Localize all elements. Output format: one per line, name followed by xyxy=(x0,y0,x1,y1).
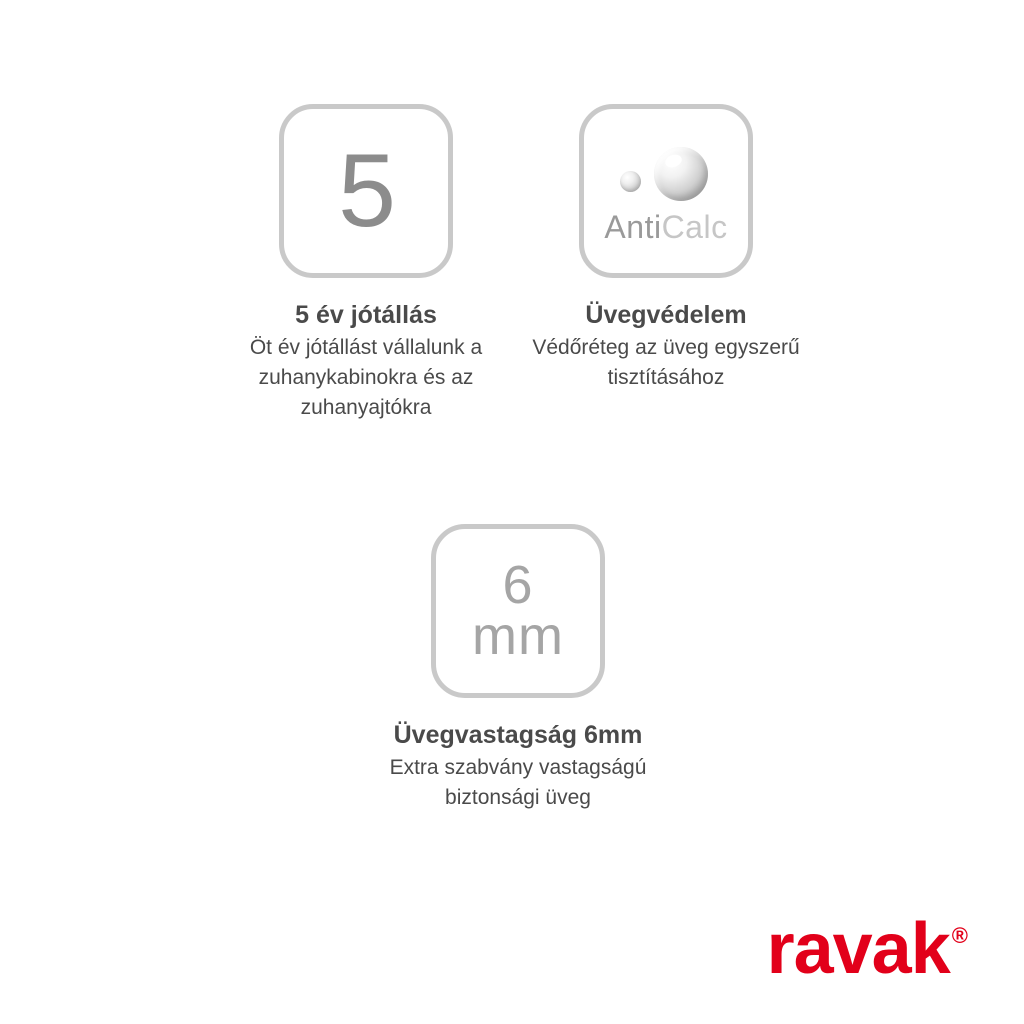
feature-glass-thickness-description: Extra szabvány vastagságú biztonsági üveg xyxy=(389,755,647,809)
brand-logo-name: ravak xyxy=(766,909,950,990)
water-drop-large-icon xyxy=(654,147,708,201)
feature-warranty-title: 5 év jótállás xyxy=(295,301,437,329)
brand-logo-registered-mark: ® xyxy=(951,923,968,949)
water-drop-small-icon xyxy=(620,171,641,192)
glass-thickness-icon-number: 6 xyxy=(502,554,534,615)
glass-thickness-icon-label xyxy=(472,554,564,666)
anticalc-wordmark-calc: Calc xyxy=(661,208,728,245)
feature-glass-thickness xyxy=(340,524,696,813)
anticalc-wordmark-anti: Anti xyxy=(604,208,662,245)
water-drops-icon xyxy=(606,145,726,207)
number-5-icon-label: 5 xyxy=(338,133,394,249)
feature-warranty-description: Öt év jótállást vállalunk a zuhanykabinokra és az zuhanyajtókra xyxy=(249,335,483,419)
anticalc-wordmark xyxy=(604,209,727,246)
anticalc-icon-inner xyxy=(584,109,748,273)
feature-glass-protection xyxy=(496,104,836,393)
feature-glass-thickness-title: Üvegvastagság 6mm xyxy=(393,721,643,749)
glass-thickness-6mm-icon xyxy=(431,524,605,698)
glass-thickness-icon-unit: mm xyxy=(472,606,564,666)
feature-glass-protection-description: Védőréteg az üveg egyszerű tisztításához xyxy=(532,335,800,389)
brand-logo xyxy=(766,909,968,990)
number-5-icon xyxy=(279,104,453,278)
feature-warranty xyxy=(196,104,536,423)
anticalc-water-drops-icon xyxy=(579,104,753,278)
feature-glass-protection-title: Üvegvédelem xyxy=(585,301,747,329)
